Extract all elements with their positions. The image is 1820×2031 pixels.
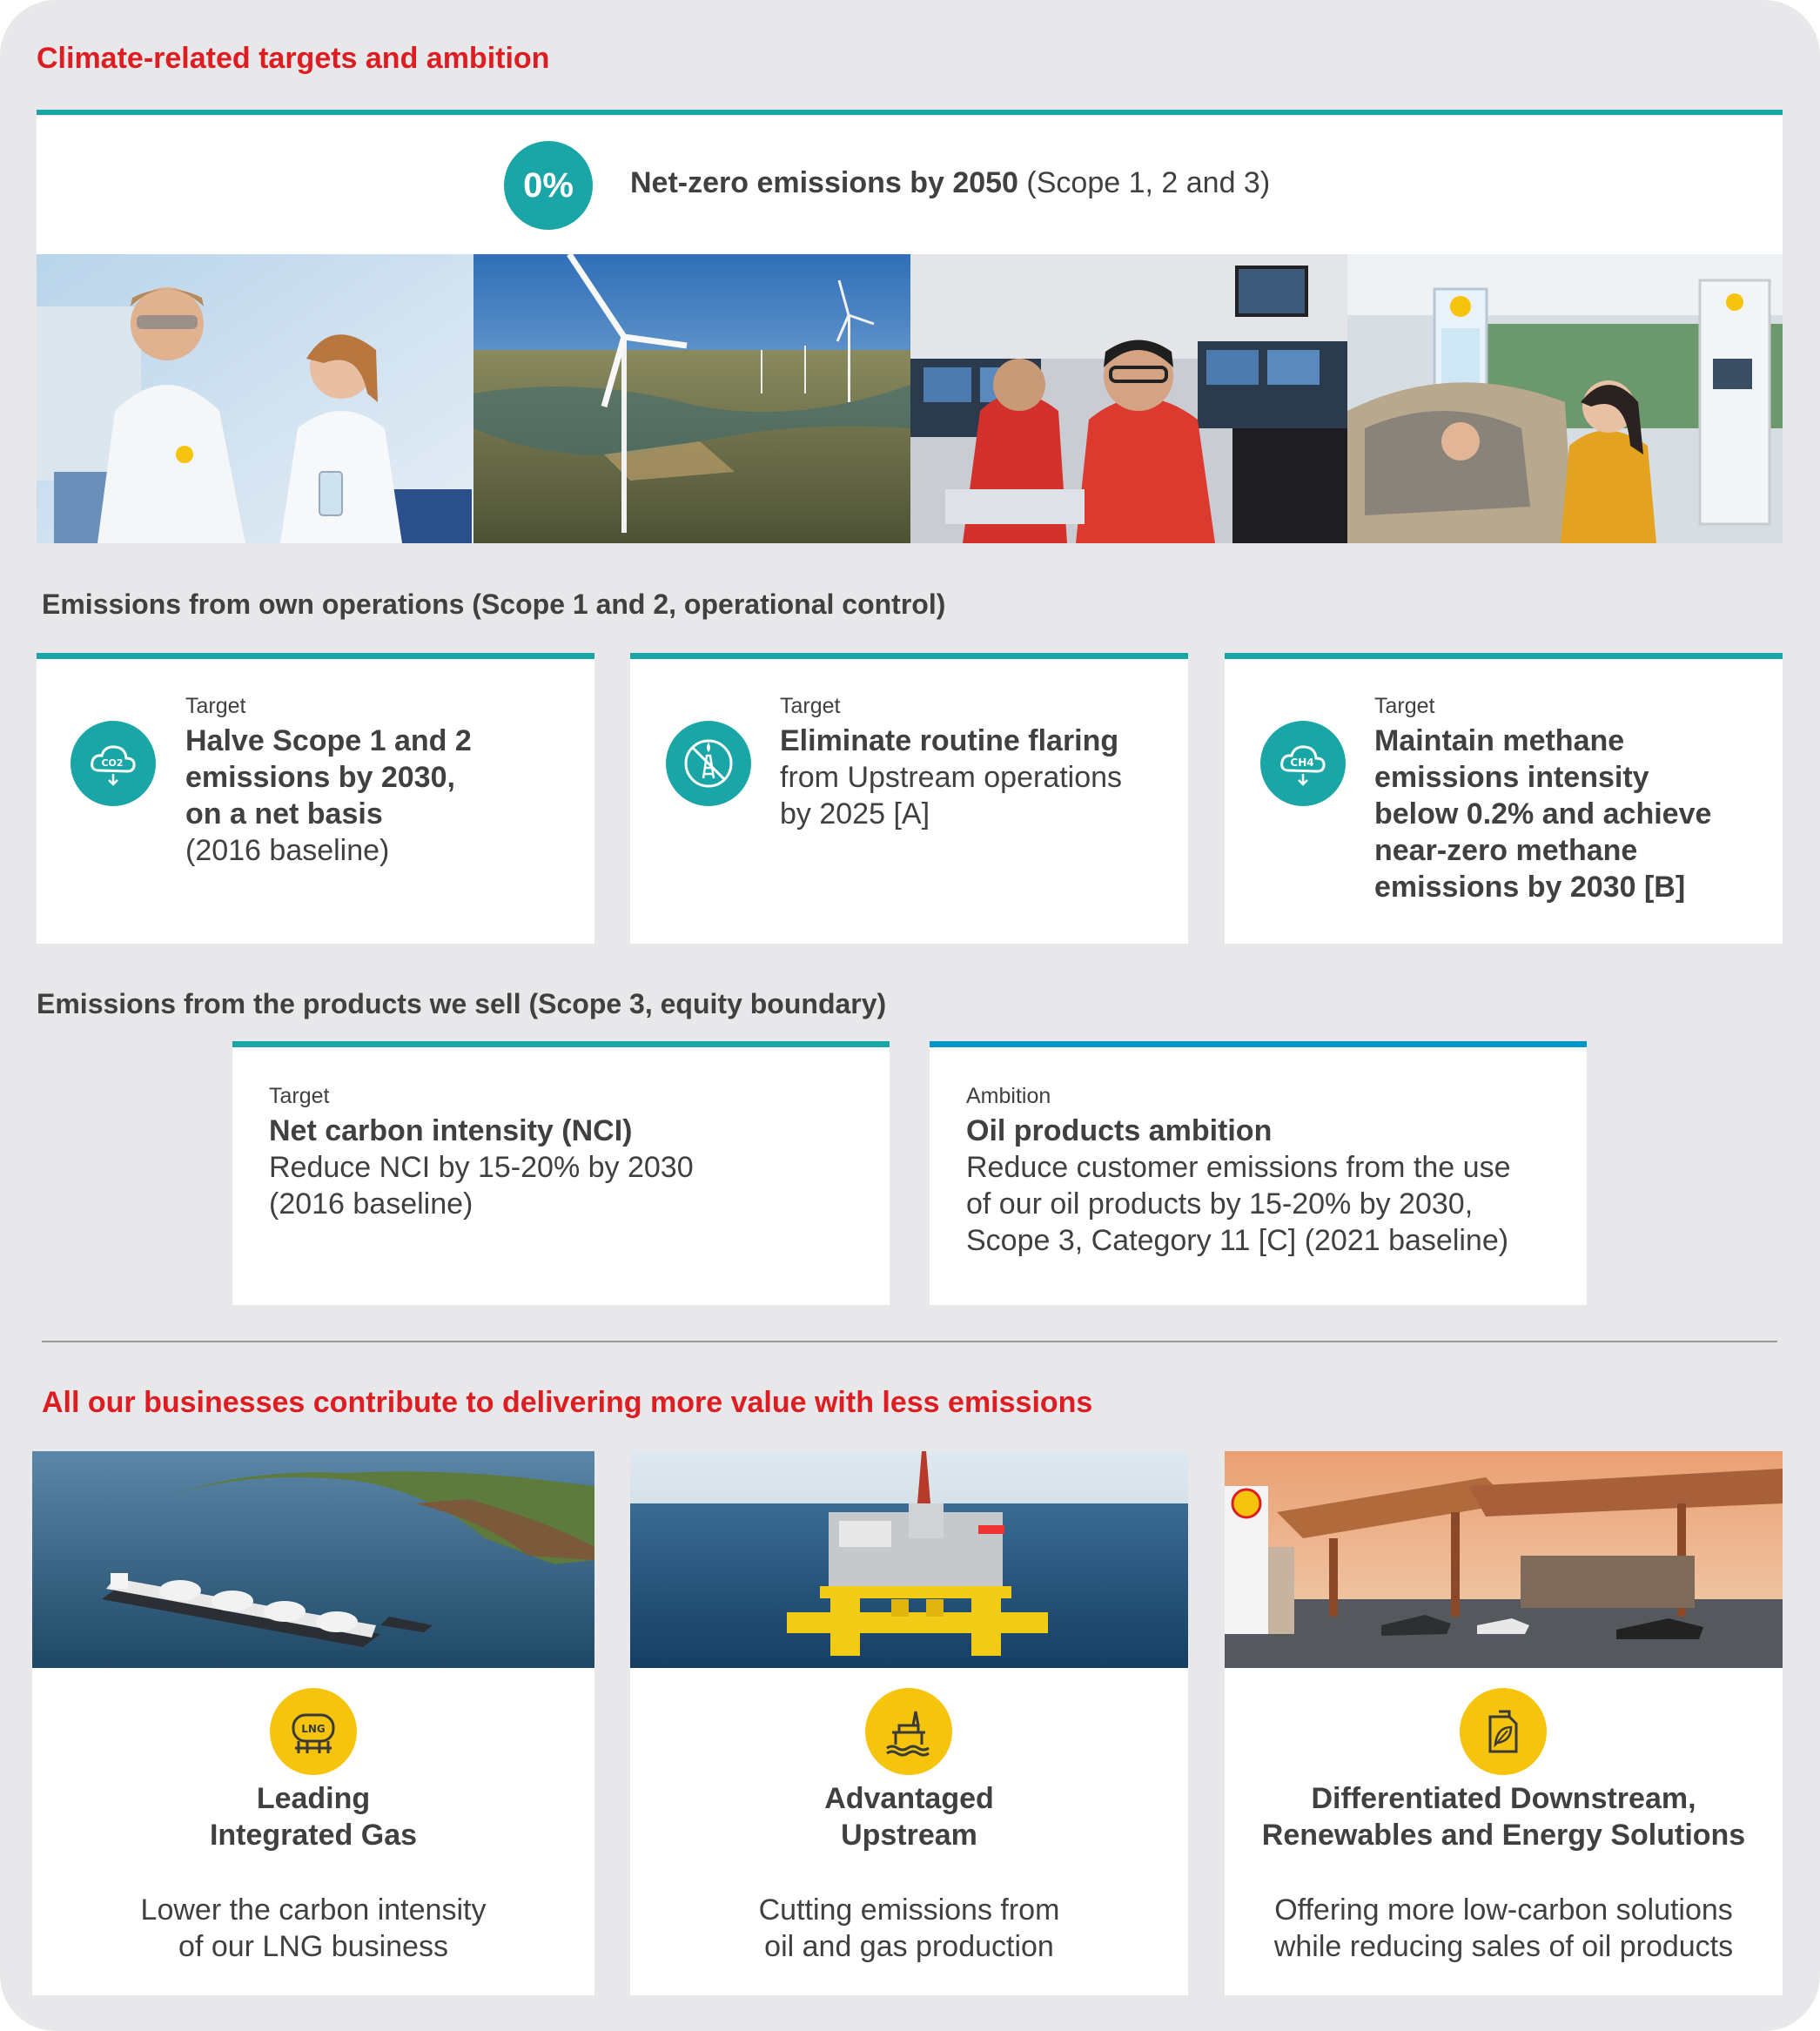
section-divider bbox=[42, 1341, 1777, 1342]
business-body bbox=[32, 1892, 594, 1965]
business-title bbox=[1225, 1780, 1783, 1853]
wind-turbine-photo bbox=[473, 254, 910, 543]
card-title-line: Net carbon intensity (NCI) bbox=[269, 1114, 633, 1147]
offshore-platform-image bbox=[630, 1451, 1188, 1668]
card-body-line: (2016 baseline) bbox=[185, 834, 390, 867]
own-operations-heading bbox=[42, 588, 945, 621]
ev-charging-image bbox=[1347, 254, 1783, 543]
card-title-line: emissions intensity bbox=[1374, 761, 1649, 794]
card-body-line: by 2025 [A] bbox=[780, 797, 930, 831]
lab-scientists-image bbox=[37, 254, 473, 543]
service-station-image bbox=[1225, 1451, 1783, 1668]
products-title: Emissions from the products we sell bbox=[37, 988, 521, 1019]
netzero-banner bbox=[37, 116, 1783, 255]
card-body-line: of our oil products by 15-20% by 2030, bbox=[966, 1187, 1474, 1221]
no-flaring-icon bbox=[666, 721, 751, 806]
co2-cloud-icon bbox=[71, 721, 156, 806]
lng-icon-text: LNG bbox=[301, 1723, 326, 1735]
card-body-line: Reduce NCI by 15-20% by 2030 bbox=[269, 1151, 694, 1184]
business-body-line: oil and gas production bbox=[764, 1930, 1054, 1963]
card-title-line: on a net basis bbox=[185, 797, 383, 831]
target-card-halve-text bbox=[185, 694, 472, 869]
card-label: Ambition bbox=[966, 1084, 1051, 1108]
service-station-photo bbox=[1225, 1451, 1783, 1668]
business-downstream-renewables bbox=[1225, 1451, 1783, 1995]
business-title-line: Renewables and Energy Solutions bbox=[1261, 1819, 1746, 1852]
ch4-cloud-icon bbox=[1260, 721, 1346, 806]
card-label: Target bbox=[269, 1084, 330, 1108]
card-title-line: below 0.2% and achieve bbox=[1374, 797, 1712, 831]
own-operations-title: Emissions from own operations bbox=[42, 588, 465, 620]
lng-carrier-image bbox=[32, 1451, 594, 1668]
card-body-line: Scope 3, Category 11 [C] (2021 baseline) bbox=[966, 1224, 1509, 1257]
svg-text:CH4: CH4 bbox=[1290, 757, 1314, 769]
business-title-line: Integrated Gas bbox=[209, 1819, 418, 1852]
products-note: (Scope 3, equity boundary) bbox=[520, 988, 887, 1019]
wind-turbine-image bbox=[473, 254, 910, 543]
svg-text:CO2: CO2 bbox=[101, 757, 124, 769]
title-rule bbox=[37, 110, 1783, 115]
business-body-line: of our LNG business bbox=[178, 1930, 448, 1963]
control-room-photo bbox=[910, 254, 1347, 543]
target-card-flaring-text bbox=[780, 694, 1122, 832]
netzero-statement bbox=[630, 166, 1270, 200]
business-title bbox=[630, 1780, 1188, 1853]
card-title-line: emissions by 2030 [B] bbox=[1374, 871, 1686, 904]
business-title-line: Advantaged bbox=[824, 1782, 994, 1815]
target-card-methane-text bbox=[1374, 694, 1711, 905]
own-operations-note: (Scope 1 and 2, operational control) bbox=[464, 588, 946, 620]
lng-carrier-photo bbox=[32, 1451, 594, 1668]
business-title-line: Leading bbox=[256, 1782, 371, 1815]
offshore-platform-photo bbox=[630, 1451, 1188, 1668]
card-title-line: Eliminate routine flaring bbox=[780, 724, 1119, 757]
card-label: Target bbox=[185, 694, 246, 718]
business-title-line: Differentiated Downstream, bbox=[1311, 1782, 1696, 1815]
business-upstream bbox=[630, 1451, 1188, 1995]
photo-strip bbox=[37, 254, 1783, 543]
business-integrated-gas bbox=[32, 1451, 594, 1995]
ambition-card-oil-products bbox=[930, 1041, 1587, 1305]
business-body bbox=[630, 1892, 1188, 1965]
offshore-platform-icon bbox=[865, 1688, 952, 1775]
target-card-routine-flaring bbox=[630, 653, 1188, 944]
lng-tank-icon bbox=[270, 1688, 357, 1775]
products-heading bbox=[37, 988, 886, 1020]
netzero-percent-badge: 0% bbox=[504, 141, 593, 230]
card-body-line: from Upstream operations bbox=[780, 761, 1123, 794]
netzero-scope: (Scope 1, 2 and 3) bbox=[1017, 166, 1271, 199]
business-body bbox=[1225, 1892, 1783, 1965]
card-title-line: Halve Scope 1 and 2 bbox=[185, 724, 472, 757]
card-title-line: Maintain methane bbox=[1374, 724, 1625, 757]
netzero-title: Net-zero emissions by 2050 bbox=[630, 166, 1018, 199]
lab-scientists-photo bbox=[37, 254, 473, 543]
page-title: Climate-related targets and ambition bbox=[37, 42, 550, 75]
card-body-line: Reduce customer emissions from the use bbox=[966, 1151, 1511, 1184]
businesses-heading: All our businesses contribute to delivering more value with less emissions bbox=[42, 1386, 1093, 1419]
target-card-halve-emissions bbox=[37, 653, 594, 944]
business-body-line: Cutting emissions from bbox=[758, 1893, 1060, 1927]
target-card-nci bbox=[232, 1041, 890, 1305]
card-title-line: near-zero methane bbox=[1374, 834, 1638, 867]
target-card-nci-text bbox=[269, 1084, 694, 1222]
business-title bbox=[32, 1780, 594, 1853]
business-body-line: while reducing sales of oil products bbox=[1273, 1930, 1734, 1963]
card-label: Target bbox=[1374, 694, 1435, 718]
ambition-card-oil-text bbox=[966, 1084, 1510, 1259]
control-room-image bbox=[910, 254, 1347, 543]
fuel-can-leaf-icon bbox=[1460, 1688, 1547, 1775]
card-title-line: Oil products ambition bbox=[966, 1114, 1273, 1147]
card-label: Target bbox=[780, 694, 841, 718]
business-body-line: Lower the carbon intensity bbox=[140, 1893, 487, 1927]
card-body-line: (2016 baseline) bbox=[269, 1187, 473, 1221]
business-body-line: Offering more low-carbon solutions bbox=[1274, 1893, 1733, 1927]
target-card-methane bbox=[1225, 653, 1783, 944]
card-title-line: emissions by 2030, bbox=[185, 761, 455, 794]
ev-charging-photo bbox=[1347, 254, 1783, 543]
business-title-line: Upstream bbox=[841, 1819, 977, 1852]
